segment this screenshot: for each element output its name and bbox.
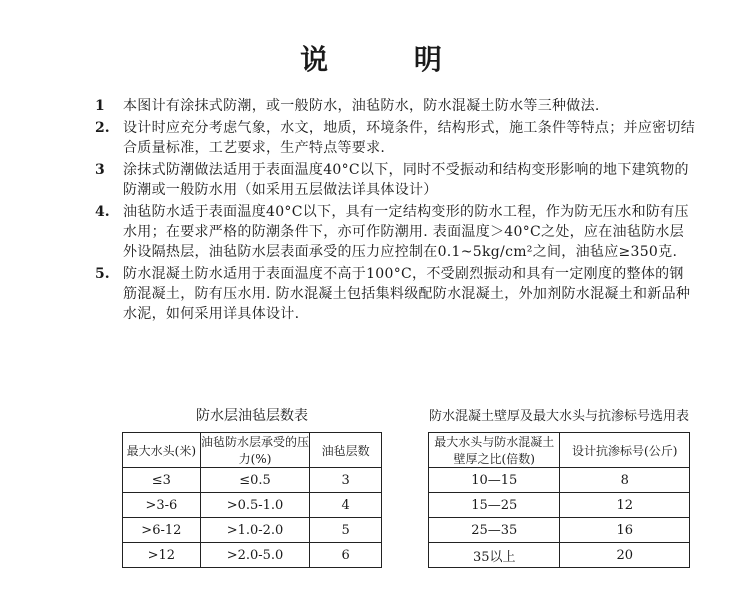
table-header-row (429, 433, 690, 468)
note-text: 防水混凝土防水适用于表面温度不高于100°C，不受剧烈振动和具有一定刚度的整体的钢筋混凝土，防有压水用. 防水混凝土包括集料级配防水混凝土，外加剂防水混凝土和新品种水泥，如何采用详具体设计. (123, 266, 691, 322)
table-cell: >0.5-1.0 (200, 493, 310, 518)
table-row (123, 468, 382, 493)
table1-caption: 防水层油毡层数表 (196, 408, 308, 424)
table-row (429, 468, 690, 493)
table-row (429, 518, 690, 543)
note-text: 本图计有涂抹式防潮，或一般防水，油毡防水，防水混凝土防水等三种做法. (123, 98, 600, 114)
note-number: 4. (95, 204, 110, 220)
table-cell: 8 (560, 468, 690, 493)
table-cell: 3 (310, 468, 382, 493)
table-cell: >6-12 (123, 518, 201, 543)
table-cell: 10—15 (429, 468, 560, 493)
table-cell: >3-6 (123, 493, 201, 518)
note-item (95, 118, 695, 158)
table-cell: >2.0-5.0 (200, 543, 310, 568)
table-cell: >12 (123, 543, 201, 568)
table-cell: 25—35 (429, 518, 560, 543)
column-header: 油毡层数 (310, 433, 382, 468)
impermeability-grade-table (428, 432, 690, 568)
note-item (95, 160, 695, 200)
column-header: 设计抗渗标号(公斤) (560, 433, 690, 468)
table2-caption: 防水混凝土壁厚及最大水头与抗渗标号选用表 (428, 409, 689, 424)
note-text: 油毡防水适于表面温度40°C以下，具有一定结构变形的防水工程，作为防无压水和防有压水用；在要求严格的防潮条件下，亦可作防潮用. 表面温度＞40°C之处，应在油毡防水层外设隔热层，油毡防水层表面承受的压力应控制在0.1~5kg/cm²之间，油毡应≥350克. (123, 204, 689, 260)
page-title: 说 明 (300, 43, 480, 76)
note-text: 设计时应充分考虑气象，水文，地质，环境条件，结构形式，施工条件等特点；并应密切结合质量标准，工艺要求，生产特点等要求. (123, 120, 695, 156)
table-cell: 20 (560, 543, 690, 568)
note-number: 5. (95, 266, 110, 282)
table-cell: ≤0.5 (200, 468, 310, 493)
table-cell: 5 (310, 518, 382, 543)
note-number: 2. (95, 120, 110, 136)
table-header-row (123, 433, 382, 468)
table-cell: 16 (560, 518, 690, 543)
table-row (123, 493, 382, 518)
table-row (429, 543, 690, 568)
note-number: 3 (95, 162, 105, 178)
note-text: 涂抹式防潮做法适用于表面温度40°C以下，同时不受振动和结构变形影响的地下建筑物的防潮或一般防水用（如采用五层做法详具体设计） (123, 162, 689, 198)
note-item (95, 202, 695, 262)
felt-layers-table (122, 432, 382, 568)
note-item (95, 264, 695, 324)
column-header: 最大水头(米) (123, 433, 201, 468)
table-cell: 12 (560, 493, 690, 518)
table-cell: 6 (310, 543, 382, 568)
table-cell: >1.0-2.0 (200, 518, 310, 543)
table-cell: 35以上 (429, 543, 560, 568)
table-row (429, 493, 690, 518)
note-item (95, 96, 695, 116)
table-cell: 15—25 (429, 493, 560, 518)
table-cell: 4 (310, 493, 382, 518)
column-header: 油毡防水层承受的压力(%) (200, 433, 310, 468)
table-row (123, 518, 382, 543)
column-header: 最大水头与防水混凝土壁厚之比(倍数) (429, 433, 560, 468)
notes-list (95, 96, 695, 324)
note-number: 1 (95, 98, 105, 114)
table-row (123, 543, 382, 568)
table-cell: ≤3 (123, 468, 201, 493)
